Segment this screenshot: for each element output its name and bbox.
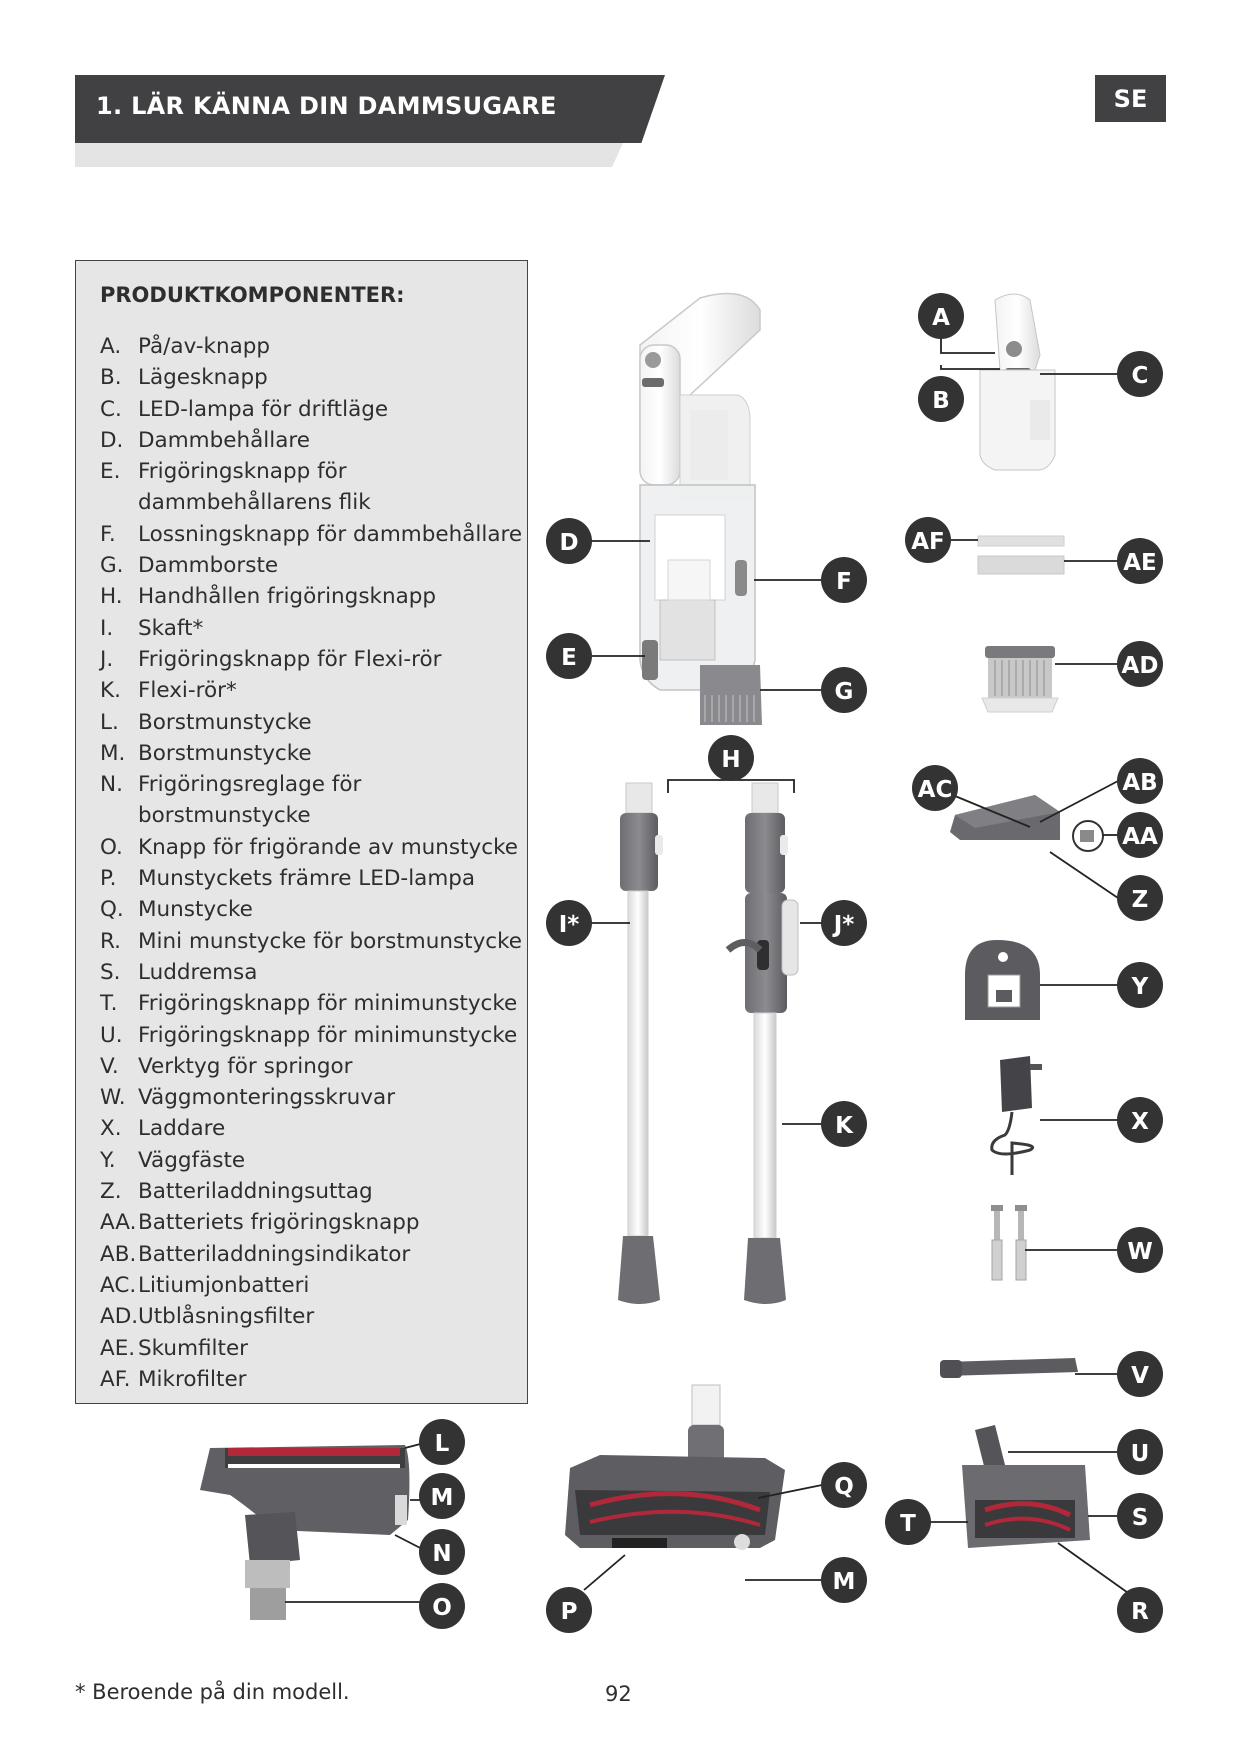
component-key: S.: [100, 959, 121, 985]
component-text: Batteriladdningsindikator: [138, 1241, 411, 1267]
svg-text:AA: AA: [1122, 824, 1158, 850]
svg-text:T: T: [900, 1511, 916, 1537]
floor-nozzle-illustration: [565, 1385, 785, 1550]
callout-t: [885, 1499, 931, 1545]
svg-text:N: N: [432, 1541, 452, 1567]
component-key: C.: [100, 396, 122, 422]
callout-j: [821, 900, 867, 946]
component-text: LED-lampa för driftläge: [138, 396, 389, 422]
component-text: Knapp för frigörande av munstycke: [138, 834, 518, 860]
svg-text:G: G: [834, 679, 854, 705]
svg-text:AE: AE: [1123, 550, 1157, 576]
callout-d: [546, 518, 592, 564]
component-text: Batteriets frigöringsknapp: [138, 1210, 420, 1236]
callout-a: [918, 293, 964, 339]
component-key: AF.: [100, 1366, 131, 1392]
component-text: På/av-knapp: [138, 334, 271, 359]
footnote: * Beroende på din modell.: [75, 1680, 350, 1704]
component-text-continued: dammbehållarens flik: [138, 490, 371, 516]
component-text: Väggmonteringsskruvar: [138, 1085, 396, 1111]
callout-ae: [1117, 538, 1163, 584]
callout-ab: [1117, 758, 1163, 804]
component-text: Dammborste: [138, 553, 279, 579]
callout-c: [1117, 351, 1163, 397]
component-text: Mini munstycke för borstmunstycke: [138, 928, 523, 954]
component-key: E.: [100, 459, 121, 485]
component-key: AA.: [100, 1210, 137, 1236]
callout-x: [1117, 1097, 1163, 1143]
component-key: Z.: [100, 1179, 122, 1205]
svg-text:C: C: [1131, 363, 1149, 389]
callout-n: [419, 1529, 465, 1575]
svg-text:D: D: [559, 530, 579, 556]
callout-o: [419, 1583, 465, 1629]
svg-text:Z: Z: [1131, 887, 1149, 913]
component-key: K.: [100, 678, 121, 704]
svg-text:M: M: [832, 1569, 856, 1595]
component-key: J.: [100, 646, 114, 672]
callout-l: [419, 1419, 465, 1465]
component-text: Verktyg för springor: [138, 1053, 353, 1079]
component-text: Skaft*: [138, 615, 204, 641]
svg-text:U: U: [1130, 1441, 1150, 1467]
component-text: Munstycke: [138, 897, 253, 923]
component-text: Flexi-rör*: [138, 678, 237, 704]
component-text: Lägesknapp: [138, 365, 268, 391]
brush-nozzle-left-illustration: [200, 1445, 409, 1620]
callout-y: [1117, 962, 1163, 1008]
svg-text:F: F: [836, 569, 852, 595]
component-text: Lossningsknapp för dammbehållare: [138, 521, 523, 547]
component-text: Batteriladdningsuttag: [138, 1179, 373, 1205]
component-key: M.: [100, 740, 126, 766]
callout-h: [708, 735, 754, 781]
component-text: Frigöringsknapp för minimunstycke: [138, 1022, 518, 1048]
component-key: F.: [100, 521, 116, 547]
component-key: H.: [100, 584, 123, 610]
component-key: AE.: [100, 1335, 136, 1361]
svg-text:Y: Y: [1131, 974, 1149, 1000]
svg-text:X: X: [1131, 1109, 1149, 1135]
svg-text:I*: I*: [558, 912, 580, 938]
svg-text:Q: Q: [834, 1474, 854, 1500]
callout-aa: [1117, 812, 1163, 858]
component-key: AD.: [100, 1304, 139, 1330]
component-text: Frigöringsknapp för: [138, 459, 347, 485]
component-key: N.: [100, 772, 123, 798]
callout-k: [821, 1101, 867, 1147]
svg-text:L: L: [434, 1431, 450, 1457]
callout-w: [1117, 1227, 1163, 1273]
component-key: U.: [100, 1022, 123, 1048]
component-key: T.: [100, 991, 118, 1017]
svg-text:K: K: [835, 1113, 853, 1139]
tubes-illustration: [618, 783, 798, 1304]
mini-nozzle-illustration: [962, 1425, 1090, 1548]
callout-q: [821, 1462, 867, 1508]
component-key: P.: [100, 866, 117, 892]
svg-text:AF: AF: [911, 529, 945, 555]
component-key: Q.: [100, 897, 124, 923]
language-badge: SE: [1095, 75, 1166, 122]
component-text: Frigöringsknapp för Flexi-rör: [138, 646, 442, 672]
svg-text:B: B: [932, 388, 950, 414]
svg-text:M: M: [430, 1485, 454, 1511]
component-text: Dammbehållare: [138, 427, 311, 453]
component-text: Munstyckets främre LED-lampa: [138, 866, 476, 892]
callout-ad: [1117, 641, 1163, 687]
page-title: 1. LÄR KÄNNA DIN DAMMSUGARE: [96, 92, 557, 120]
crevice-tool-illustration: [940, 1358, 1078, 1378]
svg-text:O: O: [432, 1595, 452, 1621]
screws-illustration: [991, 1205, 1027, 1280]
callout-z: [1117, 875, 1163, 921]
component-text: Frigöringsknapp för minimunstycke: [138, 991, 518, 1017]
callout-s: [1117, 1493, 1163, 1539]
svg-text:E: E: [561, 645, 577, 671]
component-key: Y.: [100, 1147, 116, 1173]
callout-af: [905, 517, 951, 563]
callout-u: [1117, 1429, 1163, 1475]
component-key: G.: [100, 553, 124, 579]
control-panel-illustration: [980, 294, 1055, 470]
svg-text:AD: AD: [1121, 653, 1159, 679]
component-text: Litiumjonbatteri: [138, 1272, 310, 1298]
callout-m-nozzle: [821, 1557, 867, 1603]
component-key: AC.: [100, 1272, 137, 1298]
component-key: B.: [100, 365, 122, 391]
svg-text:AB: AB: [1122, 770, 1158, 796]
callout-i: [546, 900, 592, 946]
filter-illustrations: [978, 536, 1064, 712]
callout-f: [821, 557, 867, 603]
wall-mount-illustration: [965, 940, 1040, 1020]
component-text: Handhållen frigöringsknapp: [138, 584, 437, 610]
component-text: Mikrofilter: [138, 1366, 247, 1392]
svg-text:A: A: [932, 305, 950, 331]
callout-p: [546, 1587, 592, 1633]
component-key: R.: [100, 928, 122, 954]
component-text: Skumfilter: [138, 1335, 249, 1361]
component-text: Borstmunstycke: [138, 740, 312, 766]
component-key: O.: [100, 834, 123, 860]
component-key: L.: [100, 709, 119, 735]
svg-text:V: V: [1131, 1363, 1149, 1389]
svg-text:AC: AC: [917, 777, 953, 803]
component-text-continued: borstmunstycke: [138, 803, 311, 829]
svg-text:P: P: [560, 1599, 578, 1625]
component-key: W.: [100, 1085, 126, 1111]
component-key: I.: [100, 615, 114, 641]
callout-r: [1117, 1587, 1163, 1633]
svg-text:R: R: [1131, 1599, 1149, 1625]
component-key: V.: [100, 1053, 119, 1079]
callout-v: [1117, 1351, 1163, 1397]
handheld-vacuum-illustration: [640, 294, 762, 725]
callout-b: [918, 376, 964, 422]
charger-illustration: [992, 1056, 1042, 1175]
component-text: Borstmunstycke: [138, 709, 312, 735]
svg-text:S: S: [1131, 1505, 1149, 1531]
component-text: Utblåsningsfilter: [138, 1304, 315, 1330]
component-key: X.: [100, 1116, 122, 1142]
callout-g: [821, 667, 867, 713]
component-text: Väggfäste: [138, 1147, 246, 1173]
component-text: Luddremsa: [138, 959, 258, 985]
svg-text:J*: J*: [833, 912, 855, 938]
components-title: PRODUKTKOMPONENTER:: [100, 283, 405, 307]
svg-text:W: W: [1127, 1239, 1153, 1265]
callout-m-brush: [419, 1473, 465, 1519]
callout-e: [546, 633, 592, 679]
component-key: AB.: [100, 1241, 137, 1267]
svg-text:H: H: [721, 747, 741, 773]
component-key: A.: [100, 334, 122, 359]
component-text: Frigöringsreglage för: [138, 772, 362, 798]
component-key: D.: [100, 427, 124, 453]
component-text: Laddare: [138, 1116, 226, 1142]
page-number: 92: [605, 1682, 632, 1706]
callout-ac: [912, 765, 958, 811]
